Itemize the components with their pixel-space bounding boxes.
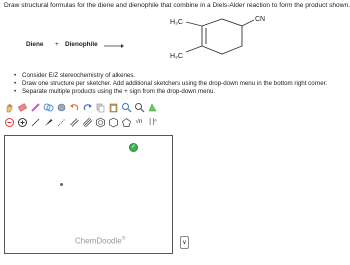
toolbar-row-1 — [4, 100, 160, 114]
rings-icon[interactable] — [43, 102, 54, 113]
benzene-icon[interactable] — [95, 117, 106, 128]
wedge-bond-icon[interactable] — [43, 117, 54, 128]
methyl-bottom-label: H₃C — [170, 53, 183, 60]
undo-icon[interactable] — [69, 102, 80, 113]
paste-icon[interactable] — [108, 102, 119, 113]
methyl-top-label: H₃C — [170, 19, 183, 26]
instruction-item: • Separate multiple products using the + sign from the drop-down menu. — [14, 88, 327, 96]
check-icon[interactable]: ✓ — [130, 144, 137, 150]
plus-sign: + — [55, 41, 59, 48]
instruction-item: • Consider E/Z stereochemistry of alkenes. — [14, 72, 327, 80]
zoom-in-icon[interactable] — [121, 102, 132, 113]
double-bond-icon[interactable] — [69, 117, 80, 128]
reaction-equation — [0, 10, 350, 65]
chevron-down-icon: ∨ — [182, 240, 187, 246]
cleanup-icon[interactable] — [147, 102, 158, 113]
add-sketcher-dropdown[interactable] — [180, 236, 189, 249]
question-text: Draw structural formulas for the diene and dienophile that combine in a Diels-Alder reaction to form the product shown. — [4, 2, 350, 9]
charge-minus-icon[interactable] — [4, 117, 15, 128]
pentagon-icon[interactable] — [121, 117, 132, 128]
nitrile-label: CN — [255, 16, 266, 23]
charge-plus-icon[interactable] — [17, 117, 28, 128]
diene-label: Diene — [26, 41, 44, 48]
tools-icon[interactable] — [56, 102, 67, 113]
single-bond-icon[interactable] — [30, 117, 41, 128]
trademark-symbol: ® — [121, 236, 126, 242]
toolbar-row-2 — [4, 115, 162, 129]
cyclohexane-icon[interactable] — [108, 117, 119, 128]
eraser-icon[interactable] — [17, 102, 28, 113]
triple-bond-icon[interactable] — [82, 117, 93, 128]
chemdoodle-text: ChemDoodle — [75, 236, 122, 246]
reaction-arrow-icon — [104, 43, 124, 49]
chemdoodle-watermark — [75, 236, 125, 246]
sketcher-toolbar — [4, 100, 178, 132]
instructions-list — [14, 72, 327, 97]
hash-bond-icon[interactable] — [56, 117, 67, 128]
zoom-out-icon[interactable] — [134, 102, 145, 113]
sketcher-canvas[interactable] — [4, 135, 173, 254]
product-structure — [150, 14, 310, 66]
instruction-item: • Draw one structure per sketcher. Add additional sketchers using the drop-down menu in the bottom right corner. — [14, 80, 327, 88]
cursor-marker — [60, 183, 63, 186]
dienophile-label: Dienophile — [65, 41, 98, 48]
bracket-icon[interactable]: [ ]ⁿ — [149, 119, 157, 125]
redo-icon[interactable] — [82, 102, 93, 113]
hand-icon[interactable] — [4, 102, 15, 113]
copy-icon[interactable] — [95, 102, 106, 113]
chain-icon[interactable]: √n — [135, 119, 143, 125]
pencil-icon[interactable] — [30, 102, 41, 113]
